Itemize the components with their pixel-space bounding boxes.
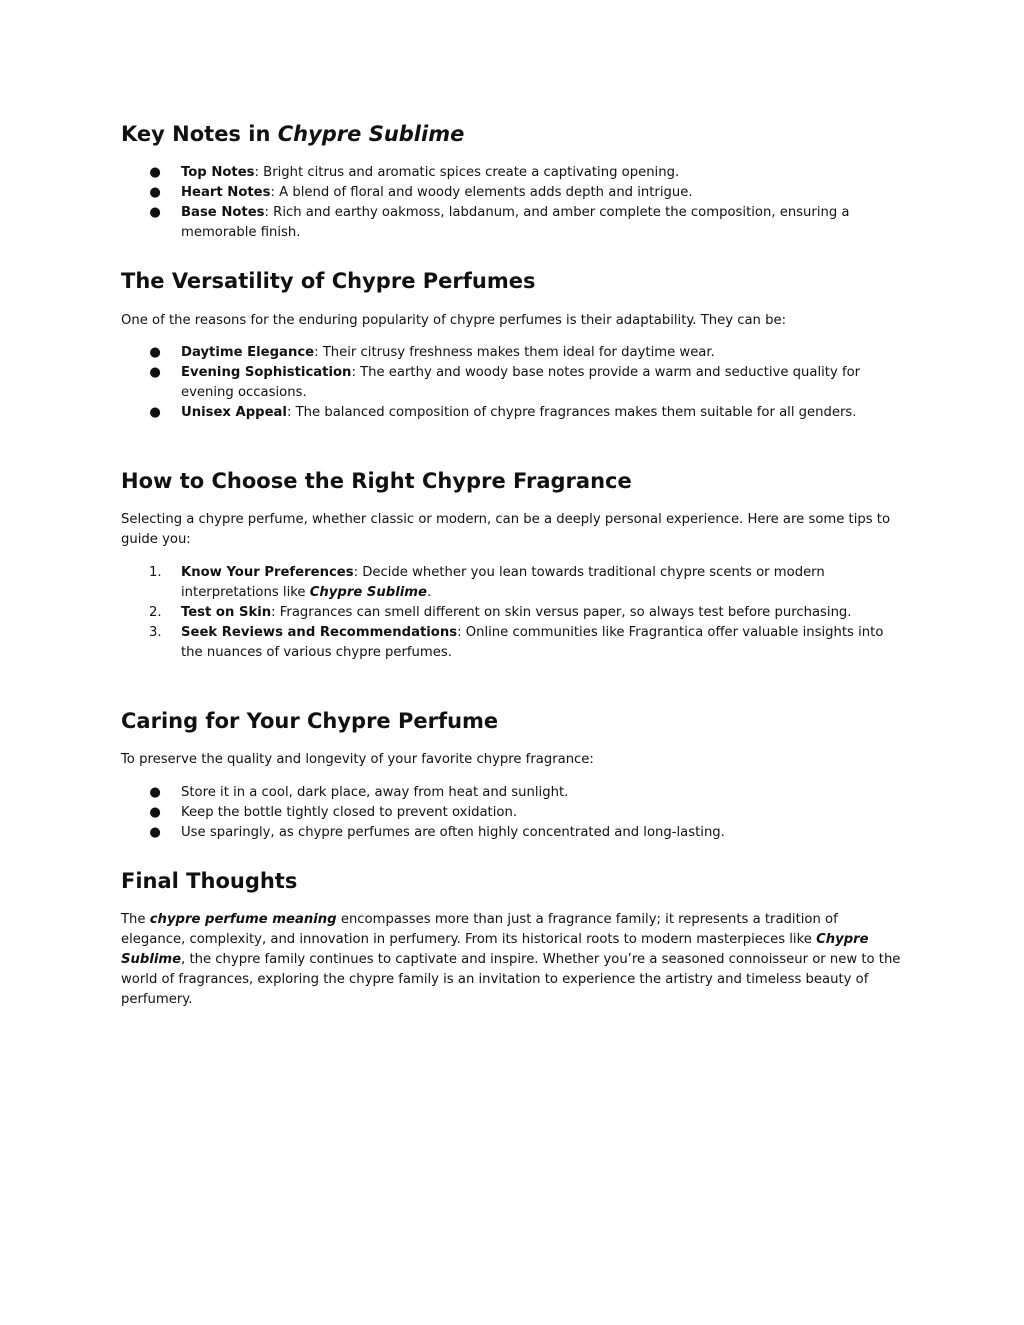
bullet-icon: ● — [149, 365, 161, 380]
heading-key-notes: Key Notes in Chypre Sublime — [121, 122, 465, 146]
list-item: ● Heart Notes: A blend of floral and woody elements adds depth and intrigue. — [121, 183, 896, 203]
list-item: 3. Seek Reviews and Recommendations: Online communities like Fragrantica offer valuable insights into the nuances of various chypre perfumes. — [149, 625, 884, 660]
bullet-icon: ● — [149, 405, 161, 420]
choose-list — [121, 563, 911, 663]
heading-caring: Caring for Your Chypre Perfume — [121, 709, 499, 733]
caring-list — [121, 783, 911, 843]
list-item: ● Unisex Appeal: The balanced composition of chypre fragrances makes them suitable for all genders. — [121, 403, 896, 423]
bullet-icon: ● — [149, 805, 161, 820]
list-number: 1. — [149, 565, 162, 580]
list-item: ● Daytime Elegance: Their citrusy freshness makes them ideal for daytime wear. — [121, 343, 896, 363]
heading-versatility: The Versatility of Chypre Perfumes — [121, 269, 536, 293]
heading-final-thoughts: Final Thoughts — [121, 869, 298, 893]
choose-intro: Selecting a chypre perfume, whether classic or modern, can be a deeply personal experience. Here are some tips to guide you: — [121, 512, 891, 547]
list-number: 2. — [149, 605, 162, 620]
final-paragraph: The chypre perfume meaning encompasses more than just a fragrance family; it represents a tradition of elegance, complexity, and innovation in perfumery. From its historical roots to modern masterpieces like Chypre Sublime, the chypre family continues to captivate and inspire. Whether you’re a seasoned connoisseur or new to the world of fragrances, exploring the chypre family is an invitation to experience the artistry and timeless beauty of perfumery. — [121, 912, 901, 1007]
list-item: ● Keep the bottle tightly closed to prevent oxidation. — [121, 803, 896, 823]
list-item: ● Store it in a cool, dark place, away from heat and sunlight. — [121, 783, 896, 803]
list-item: ● Top Notes: Bright citrus and aromatic spices create a captivating opening. — [121, 163, 896, 183]
heading-choose: How to Choose the Right Chypre Fragrance — [121, 469, 632, 493]
list-item: ● Base Notes: Rich and earthy oakmoss, labdanum, and amber complete the composition, ensuring a memorable finish. — [121, 203, 896, 243]
list-item: 1. Know Your Preferences: Decide whether you lean towards traditional chypre scents or modern interpretations like Chypre Sublime. — [149, 565, 825, 600]
versatility-intro: One of the reasons for the enduring popularity of chypre perfumes is their adaptability. They can be: — [121, 313, 787, 328]
bullet-icon: ● — [149, 785, 161, 800]
bullet-icon: ● — [149, 185, 161, 200]
bullet-icon: ● — [149, 345, 161, 360]
key-notes-list — [121, 163, 911, 243]
list-number: 3. — [149, 625, 162, 640]
bullet-icon: ● — [149, 205, 161, 220]
bullet-icon: ● — [149, 825, 161, 840]
versatility-list — [121, 343, 911, 423]
caring-intro: To preserve the quality and longevity of your favorite chypre fragrance: — [121, 752, 594, 767]
bullet-icon: ● — [149, 165, 161, 180]
list-item: ● Evening Sophistication: The earthy and woody base notes provide a warm and seductive quality for evening occasions. — [121, 363, 896, 403]
list-item: ● Use sparingly, as chypre perfumes are often highly concentrated and long-lasting. — [121, 823, 896, 843]
list-item: 2. Test on Skin: Fragrances can smell different on skin versus paper, so always test before purchasing. — [121, 603, 896, 623]
